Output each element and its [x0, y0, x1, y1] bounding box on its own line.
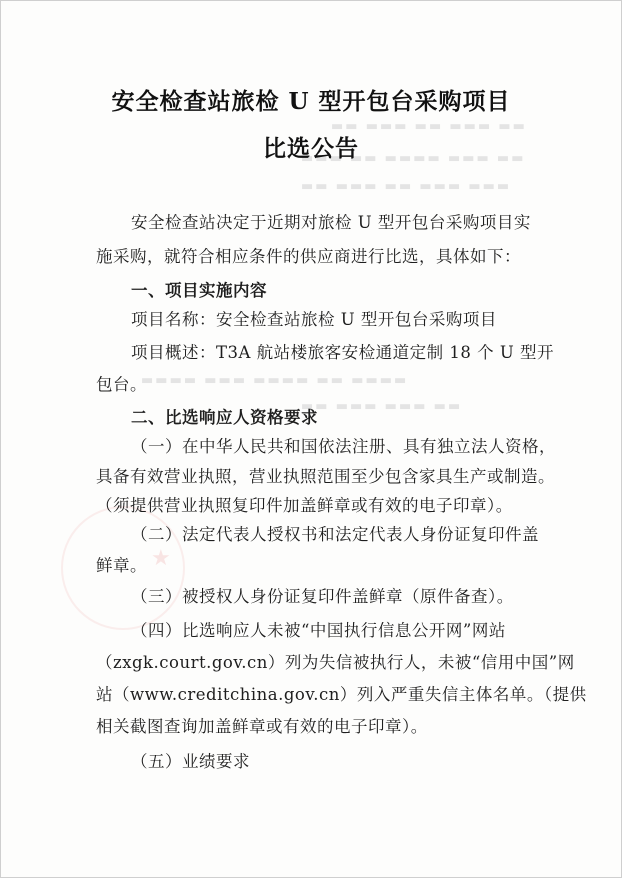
- project-summary-line-2: 包台。: [96, 375, 147, 394]
- intro-line-2: 施采购，就符合相应条件的供应商进行比选，具体如下：: [96, 247, 521, 266]
- project-summary-line-1: 项目概述：T3A 航站楼旅客安检通道定制 18 个 U 型开: [131, 343, 555, 362]
- requirement-4-line-4: 相关截图查询加盖鲜章或有效的电子印章）。: [96, 717, 428, 736]
- requirement-5-line-1: （五）业绩要求: [131, 752, 250, 771]
- bleed-through-mark: ▬▬▬▬ ▬▬▬ ▬▬▬▬ ▬▬ ▬▬▬▬: [141, 373, 409, 388]
- requirement-1-line-1: （一）在中华人民共和国依法注册、具有独立法人资格，: [131, 437, 556, 456]
- intro-line-1: 安全检查站决定于近期对旅检 U 型开包台采购项目实: [131, 213, 531, 232]
- requirement-1-line-2: 具备有效营业执照，营业执照范围至少包含家具生产或制造。: [96, 467, 555, 486]
- requirement-4-line-2: （zxgk.court.gov.cn）列为失信被执行人，未被“信用中国”网: [96, 653, 575, 672]
- requirement-4-line-1: （四）比选响应人未被“中国执行信息公开网”网站: [131, 621, 506, 640]
- seal-star-icon: ★: [151, 546, 171, 571]
- requirement-1-line-3: （须提供营业执照复印件加盖鲜章或有效的电子印章）。: [96, 496, 513, 515]
- section-1-heading: 一、项目实施内容: [131, 281, 267, 300]
- bleed-through-mark: ▬▬ ▬▬▬ ▬▬ ▬▬▬ ▬▬: [331, 119, 527, 134]
- document-title: 安全检查站旅检 U 型开包台采购项目: [111, 88, 511, 115]
- requirement-3-line-1: （三）被授权人身份证复印件盖鲜章（原件备查）。: [131, 587, 514, 606]
- requirement-2-line-1: （二）法定代表人授权书和法定代表人身份证复印件盖: [131, 525, 539, 544]
- document-subtitle: 比选公告: [263, 135, 359, 162]
- requirement-4-line-3: 站（www.creditchina.gov.cn）列入严重失信主体名单。（提供: [96, 685, 587, 704]
- project-name: 项目名称：安全检查站旅检 U 型开包台采购项目: [131, 310, 497, 329]
- section-2-heading: 二、比选响应人资格要求: [131, 408, 318, 427]
- bleed-through-mark: ▬▬▬ ▬▬ ▬▬▬▬ ▬▬▬ ▬▬: [301, 151, 526, 166]
- requirement-2-line-2: 鲜章。: [96, 556, 147, 575]
- bleed-through-mark: ▬▬ ▬▬▬ ▬▬ ▬▬▬ ▬▬▬: [301, 179, 512, 194]
- bleed-through-mark: ▬▬ ▬▬▬ ▬▬▬ ▬▬: [301, 399, 463, 414]
